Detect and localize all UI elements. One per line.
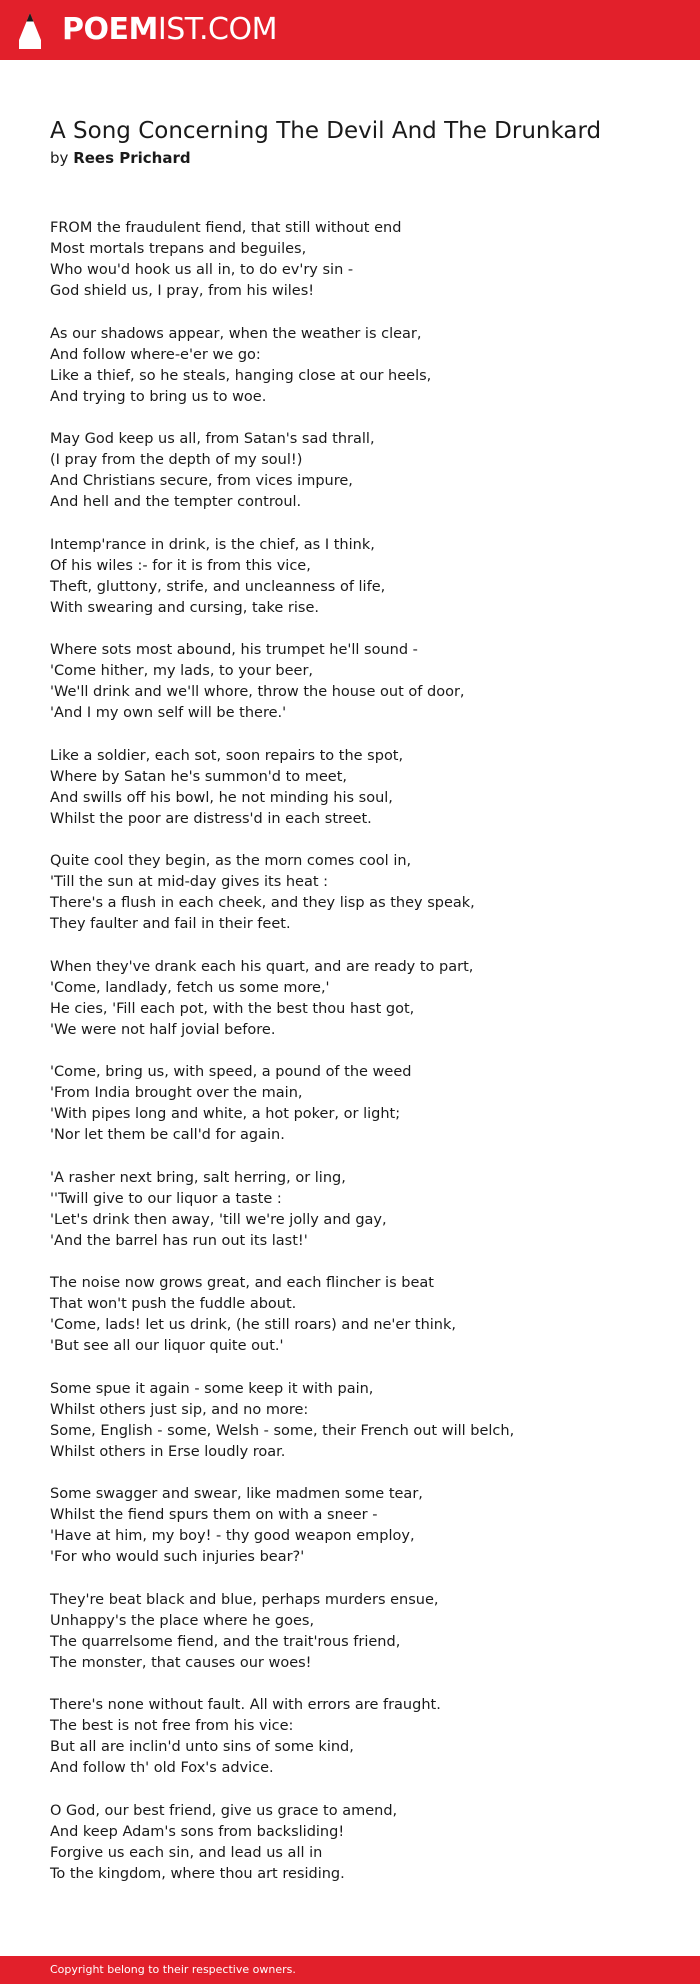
poem-line: Unhappy's the place where he goes, — [50, 1612, 315, 1629]
poem-line: And trying to bring us to woe. — [50, 388, 267, 405]
poem-line: May God keep us all, from Satan's sad thrall, — [50, 431, 375, 447]
poem-line: FROM the fraudulent fiend, that still without end — [50, 220, 402, 236]
copyright-text: Copyright belong to their respective owners. — [50, 1963, 296, 1976]
poem-line: There's a flush in each cheek, and they lisp as they speak, — [50, 895, 475, 911]
poem-line: 'Nor let them be call'd for again. — [50, 1127, 285, 1143]
stanza — [50, 535, 660, 641]
poem-line: And keep Adam's sons from backsliding! — [50, 1823, 345, 1840]
logo-light-text: IST.COM — [157, 12, 277, 47]
poem-line: Whilst others in Erse loudly roar. — [50, 1443, 286, 1460]
poem-line: As our shadows appear, when the weather is clear, — [50, 325, 422, 342]
poem-line: Where by Satan he's summon'd to meet, — [50, 768, 348, 785]
stanza — [50, 640, 660, 746]
stanza — [50, 1168, 660, 1274]
poem-line: Some, English - some, Welsh - some, their French out will belch, — [50, 1422, 515, 1439]
poem-line: They faulter and fail in their feet. — [50, 916, 291, 932]
poem-line: 'But see all our liquor quite out.' — [50, 1338, 284, 1354]
poem-line: ''Twill give to our liquor a taste : — [50, 1190, 282, 1207]
stanza — [50, 1695, 660, 1801]
poem-line: 'From India brought over the main, — [50, 1085, 303, 1101]
poem-line: To the kingdom, where thou art residing. — [50, 1865, 345, 1882]
stanza — [50, 957, 660, 1063]
poem-line: Whilst the fiend spurs them on with a sneer - — [50, 1507, 378, 1523]
author-name[interactable]: Rees Prichard — [73, 149, 191, 167]
poem-line: 'We were not half jovial before. — [50, 1021, 276, 1038]
stanza — [50, 1484, 660, 1590]
poem-line: 'Till the sun at mid-day gives its heat : — [50, 874, 329, 890]
logo-bold-text: POEM — [62, 12, 158, 47]
poem-line: The monster, that causes our woes! — [50, 1654, 312, 1671]
poem-line: And follow where-e'er we go: — [50, 346, 261, 363]
poem-line: Most mortals trepans and beguiles, — [50, 241, 307, 257]
stanza — [50, 1273, 660, 1379]
site-logo[interactable] — [62, 13, 277, 47]
poem-line: Some swagger and swear, like madmen some tear, — [50, 1486, 423, 1502]
poem-line: 'With pipes long and white, a hot poker, or light; — [50, 1106, 401, 1122]
stanza — [50, 851, 660, 957]
poem-line: He cies, 'Fill each pot, with the best thou hast got, — [50, 1000, 415, 1017]
poem-line: Whilst the poor are distress'd in each street. — [50, 810, 372, 827]
poem-line: 'Come, landlady, fetch us some more,' — [50, 979, 330, 996]
poem-line: 'A rasher next bring, salt herring, or ling, — [50, 1169, 346, 1186]
poem-line: (I pray from the depth of my soul!) — [50, 452, 303, 468]
poem-line: There's none without fault. All with errors are fraught. — [50, 1697, 441, 1713]
stanza — [50, 1590, 660, 1696]
stanza — [50, 746, 660, 852]
byline — [50, 147, 191, 169]
poem-line: 'We'll drink and we'll whore, throw the house out of door, — [50, 684, 465, 700]
poem-line: Forgive us each sin, and lead us all in — [50, 1844, 323, 1861]
poem-line: 'And the barrel has run out its last!' — [50, 1232, 308, 1249]
poem-line: God shield us, I pray, from his wiles! — [50, 283, 315, 299]
poem-line: With swearing and cursing, take rise. — [50, 599, 320, 616]
stanza — [50, 1801, 660, 1907]
poem-line: Intemp'rance in drink, is the chief, as I think, — [50, 536, 375, 553]
poem-line: 'Come hither, my lads, to your beer, — [50, 663, 314, 679]
stanza — [50, 218, 660, 324]
stanza — [50, 1379, 660, 1485]
poem-line: Like a soldier, each sot, soon repairs to the spot, — [50, 747, 404, 764]
poem-line: 'For who would such injuries bear?' — [50, 1549, 305, 1565]
poem-title: A Song Concerning The Devil And The Drunkard — [50, 118, 602, 144]
poem-line: The noise now grows great, and each flincher is beat — [50, 1275, 434, 1291]
stanza — [50, 429, 660, 535]
poem-line: Theft, gluttony, strife, and uncleanness of life, — [50, 578, 386, 595]
poem-line: 'Come, lads! let us drink, (he still roars) and ne'er think, — [50, 1317, 457, 1333]
poem-line: That won't push the fuddle about. — [50, 1296, 297, 1312]
poem-line: Some spue it again - some keep it with pain, — [50, 1380, 374, 1397]
poem-line: 'Have at him, my boy! - thy good weapon employ, — [50, 1528, 415, 1544]
poem-line: 'Let's drink then away, 'till we're jolly and gay, — [50, 1211, 387, 1228]
poem-line: Of his wiles :- for it is from this vice, — [50, 557, 311, 574]
poem-line: And Christians secure, from vices impure, — [50, 473, 353, 489]
poem-line: And swills off his bowl, he not minding his soul, — [50, 789, 393, 806]
poem-line: Quite cool they begin, as the morn comes cool in, — [50, 853, 412, 869]
poem-line: And follow th' old Fox's advice. — [50, 1760, 274, 1776]
pencil-tip-icon[interactable] — [18, 12, 42, 50]
poem-line: The quarrelsome fiend, and the trait'rous friend, — [50, 1633, 401, 1650]
poem-line: The best is not free from his vice: — [50, 1718, 294, 1734]
poem-line: Whilst others just sip, and no more: — [50, 1401, 309, 1418]
stanza — [50, 1062, 660, 1168]
poem-line: They're beat black and blue, perhaps murders ensue, — [50, 1591, 439, 1608]
poem-line: 'Come, bring us, with speed, a pound of the weed — [50, 1064, 412, 1080]
poem-line: O God, our best friend, give us grace to amend, — [50, 1802, 398, 1819]
poem-line: But all are inclin'd unto sins of some kind, — [50, 1739, 354, 1755]
stanza — [50, 324, 660, 430]
poem-line: Like a thief, so he steals, hanging close at our heels, — [50, 367, 432, 384]
site-footer — [0, 1956, 700, 1984]
by-label: by — [50, 149, 69, 167]
site-header — [0, 0, 700, 60]
poem-line: When they've drank each his quart, and are ready to part, — [50, 958, 474, 975]
poem-line: Where sots most abound, his trumpet he'll sound - — [50, 642, 418, 658]
poem-line: And hell and the tempter controul. — [50, 494, 302, 510]
poem-body — [50, 218, 660, 1906]
poem-line: 'And I my own self will be there.' — [50, 705, 287, 721]
poem-line: Who wou'd hook us all in, to do ev'ry sin - — [50, 262, 354, 278]
